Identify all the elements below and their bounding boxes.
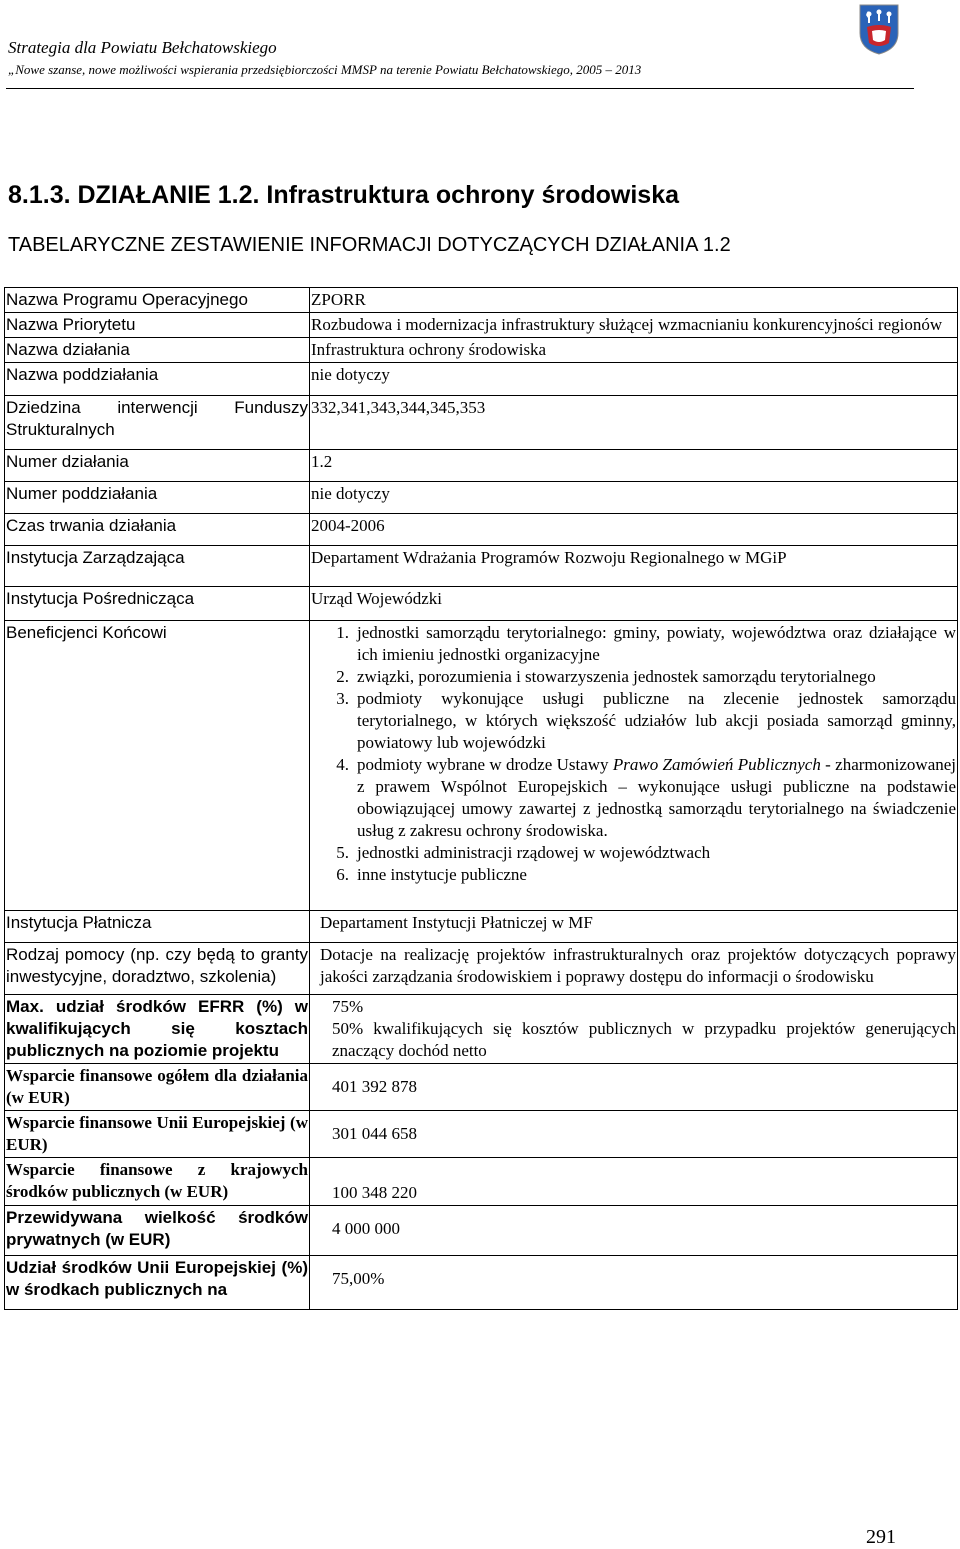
table-row [5, 1256, 958, 1310]
table-row [5, 363, 958, 396]
row-label: Beneficjenci Końcowi [5, 621, 310, 911]
list-item: 4. podmioty wybrane w drodze Ustawy Prawo Zamówień Publicznych - zharmonizowanej z prawem Wspólnot Europejskich – wykonujące usługi publiczne na podstawie obowiązującej umowy zawartej z jednostką samorządu terytorialnego na świadczenie usług z zakresu ochrony środowiska. [336, 755, 957, 840]
coat-of-arms-icon [858, 3, 900, 55]
page-number: 291 [866, 1526, 896, 1548]
table-row [5, 396, 958, 450]
row-label: Wsparcie finansowe z krajowych środków publicznych (w EUR) [5, 1158, 310, 1206]
info-table [4, 287, 958, 1310]
table-row [5, 587, 958, 621]
row-value: nie dotyczy [310, 363, 958, 396]
row-label: Wsparcie finansowe ogółem dla działania (w EUR) [5, 1064, 310, 1111]
row-value: 301 044 658 [310, 1111, 958, 1158]
row-value: Infrastruktura ochrony środowiska [310, 338, 958, 363]
table-row [5, 1206, 958, 1256]
list-item: 3. podmioty wykonujące usługi publiczne na zlecenie jednostek samorządu terytorialnego, w których większość udziałów lub akcji posiada samorząd gminny, powiatowy lub wojewódzki [336, 689, 956, 752]
row-label: Przewidywana wielkość środków prywatnych (w EUR) [5, 1206, 310, 1256]
row-label: Dziedzina interwencji Funduszy Strukturalnych [5, 396, 310, 450]
row-label: Nazwa poddziałania [5, 363, 310, 396]
row-value: nie dotyczy [310, 482, 958, 514]
list-item: 6. inne instytucje publiczne [336, 865, 527, 884]
header-title: Strategia dla Powiatu Bełchatowskiego [8, 38, 277, 57]
row-value: Rozbudowa i modernizacja infrastruktury służącej wzmacnianiu konkurencyjności regionów [310, 313, 958, 338]
row-value: 1.2 [310, 450, 958, 482]
row-value: Departament Instytucji Płatniczej w MF [310, 911, 958, 943]
table-row [5, 911, 958, 943]
row-value: Departament Wdrażania Programów Rozwoju Regionalnego w MGiP [310, 546, 958, 587]
table-row [5, 995, 958, 1064]
row-value: 332,341,343,344,345,353 [310, 396, 958, 450]
beneficiaries-list [310, 621, 958, 911]
row-label: Czas trwania działania [5, 514, 310, 546]
row-label: Max. udział środków EFRR (%) w kwalifikujących się kosztach publicznych na poziomie projektu [5, 995, 310, 1064]
table-row [5, 288, 958, 313]
list-item: 1. jednostki samorządu terytorialnego: gminy, powiaty, województwa oraz działające w ich imieniu jednostki organizacyjne [336, 623, 956, 664]
header-rule [6, 88, 914, 89]
header-subtitle: „Nowe szanse, nowe możliwości wspierania przedsiębiorczości MMSP na terenie Powiatu Bełchatowskiego, 2005 – 2013 [8, 62, 642, 77]
table-row [5, 943, 958, 995]
table-row [5, 482, 958, 514]
row-value: 4 000 000 [310, 1206, 958, 1256]
row-label: Nazwa Programu Operacyjnego [5, 288, 310, 313]
row-label: Nazwa Priorytetu [5, 313, 310, 338]
table-row [5, 313, 958, 338]
row-value [310, 995, 958, 1064]
row-label: Udział środków Unii Europejskiej (%) w środkach publicznych na [5, 1256, 310, 1310]
table-row [5, 621, 958, 911]
efrr-value-secondary: 50% kwalifikujących się kosztów publicznych w przypadku projektów generujących znaczący dochód netto [332, 1019, 956, 1060]
row-label: Rodzaj pomocy (np. czy będą to granty inwestycyjne, doradztwo, szkolenia) [5, 943, 310, 995]
row-label: Instytucja Płatnicza [5, 911, 310, 943]
row-value: 75,00% [310, 1256, 958, 1310]
row-value: Dotacje na realizację projektów infrastrukturalnych oraz projektów dotyczących poprawy jakości zarządzania środowiskiem i poprawy dostępu do informacji o środowisku [310, 943, 958, 995]
row-value: 100 348 220 [310, 1158, 958, 1206]
row-label: Instytucja Pośrednicząca [5, 587, 310, 621]
table-row [5, 1064, 958, 1111]
row-label: Instytucja Zarządzająca [5, 546, 310, 587]
table-row [5, 338, 958, 363]
list-item: 5. jednostki administracji rządowej w województwach [336, 843, 711, 862]
row-label: Nazwa działania [5, 338, 310, 363]
row-value: ZPORR [310, 288, 958, 313]
table-row [5, 546, 958, 587]
row-value: 2004-2006 [310, 514, 958, 546]
efrr-value-primary: 75% [332, 997, 364, 1016]
section-heading: 8.1.3. DZIAŁANIE 1.2. Infrastruktura ochrony środowiska [8, 181, 680, 209]
table-row [5, 450, 958, 482]
table-row [5, 1158, 958, 1206]
row-value: 401 392 878 [310, 1064, 958, 1111]
row-label: Wsparcie finansowe Unii Europejskiej (w EUR) [5, 1111, 310, 1158]
row-label: Numer poddziałania [5, 482, 310, 514]
table-row [5, 514, 958, 546]
table-row [5, 1111, 958, 1158]
table-title: TABELARYCZNE ZESTAWIENIE INFORMACJI DOTYCZĄCYCH DZIAŁANIA 1.2 [8, 234, 731, 256]
list-item: 2. związki, porozumienia i stowarzyszenia jednostek samorządu terytorialnego [336, 667, 876, 686]
row-label: Numer działania [5, 450, 310, 482]
row-value: Urząd Wojewódzki [310, 587, 958, 621]
